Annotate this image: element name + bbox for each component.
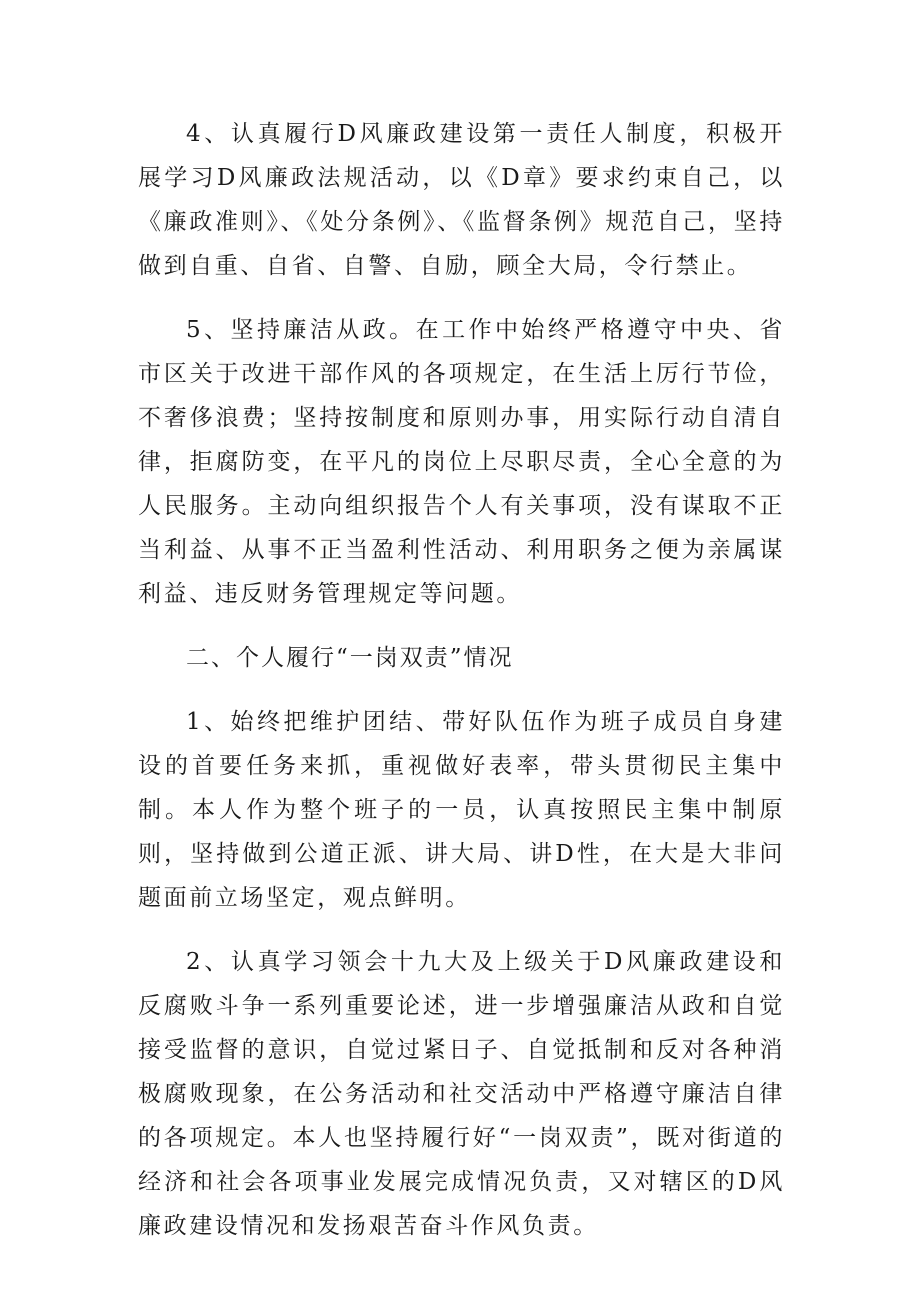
paragraph-item-5: 5、坚持廉洁从政。在工作中始终严格遵守中央、省市区关于改进干部作风的各项规定，在生活上厉行节俭，不奢侈浪费；坚持按制度和原则办事，用实际行动自清自律，拒腐防变，在平凡的岗位上尽职尽责，全心全意的为人民服务。主动向组织报告个人有关事项，没有谋取不正当利益、从事不正当盈利性活动、利用职务之便为亲属谋利益、违反财务管理规定等问题。 <box>138 317 785 607</box>
paragraph-item-2: 2、认真学习领会十九大及上级关于D风廉政建设和反腐败斗争一系列重要论述，进一步增强廉洁从政和自觉接受监督的意识，自觉过紧日子、自觉抵制和反对各种消极腐败现象，在公务活动和社交活动中严格遵守廉洁自律的各项规定。本人也坚持履行好“一岗双责”，既对街道的经济和社会各项事业发展完成情况负责，又对辖区的D风廉政建设情况和发扬艰苦奋斗作风负责。 <box>138 949 785 1239</box>
section-heading-2: 二、个人履行“一岗双责”情况 <box>186 645 514 671</box>
paragraph-item-1: 1、始终把维护团结、带好队伍作为班子成员自身建设的首要任务来抓，重视做好表率，带头贯彻民主集中制。本人作为整个班子的一员，认真按照民主集中制原则，坚持做到公道正派、讲大局、讲D性，在大是大非问题面前立场坚定，观点鲜明。 <box>138 709 785 911</box>
paragraph-item-4: 4、认真履行D风廉政建设第一责任人制度，积极开展学习D风廉政法规活动，以《D章》要求约束自己，以《廉政准则》、《处分条例》、《监督条例》规范自己，坚持做到自重、自省、自警、自励，顾全大局，令行禁止。 <box>138 121 785 279</box>
